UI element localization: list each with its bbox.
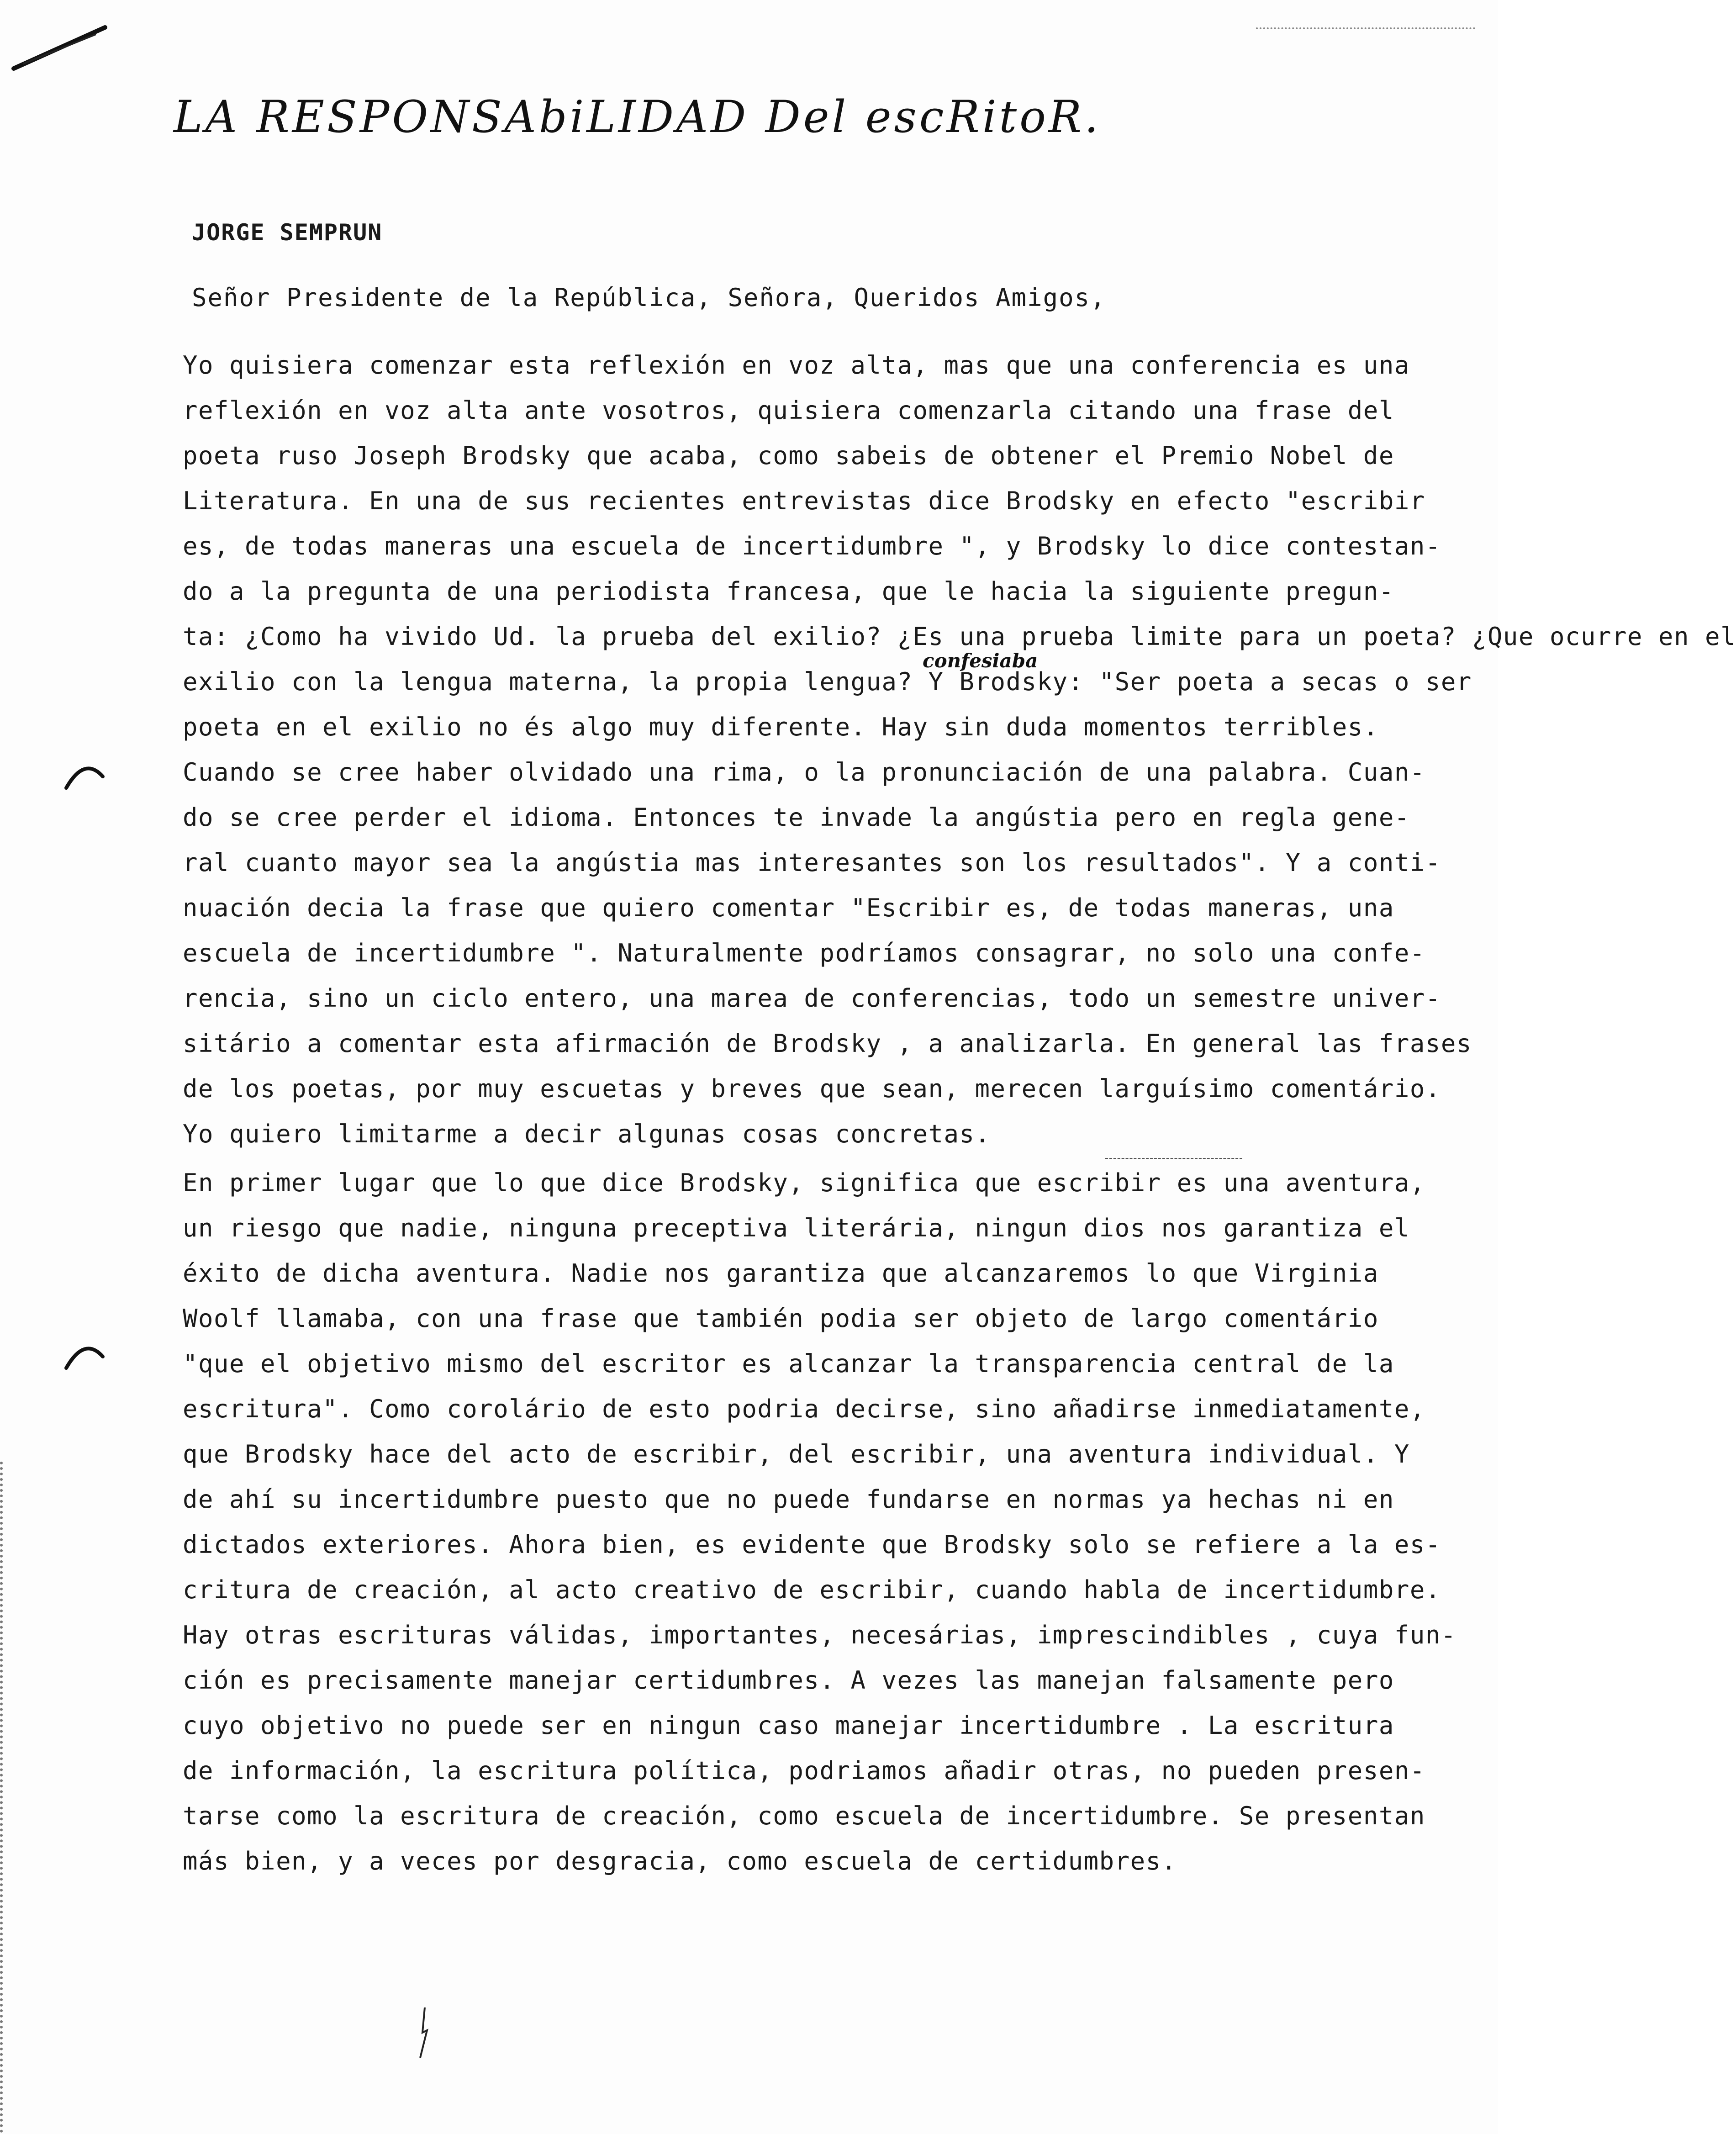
author-name: JORGE SEMPRUN bbox=[192, 219, 383, 246]
paragraph-1 bbox=[183, 343, 1736, 1157]
text-line: escritura". Como corolário de esto podria decirse, sino añadirse inmediatamente, bbox=[183, 1394, 1425, 1423]
text-line: escuela de incertidumbre ". Naturalmente podríamos consagrar, no solo una confe- bbox=[183, 939, 1425, 967]
document-title: LA RESPONSAbiLIDAD Del escRitoR. bbox=[174, 91, 1101, 143]
text-line: poeta en el exilio no és algo muy diferente. Hay sin duda momentos terribles. bbox=[183, 713, 1379, 741]
text-line: de ahí su incertidumbre puesto que no puede fundarse en normas ya hechas ni en bbox=[183, 1485, 1394, 1514]
punch-hole-mark-icon bbox=[64, 758, 105, 790]
punch-hole-mark-icon bbox=[64, 1338, 105, 1370]
text-line: critura de creación, al acto creativo de escribir, cuando habla de incertidumbre. bbox=[183, 1575, 1441, 1604]
text-line: sitário a comentar esta afirmación de Brodsky , a analizarla. En general las frases bbox=[183, 1029, 1472, 1058]
paragraph-2 bbox=[183, 1160, 1456, 1884]
text-line: Hay otras escrituras válidas, importantes, necesárias, imprescindibles , cuya fun- bbox=[183, 1621, 1456, 1649]
text-line: es, de todas maneras una escuela de incertidumbre ", y Brodsky lo dice contestan- bbox=[183, 532, 1441, 560]
text-line: de información, la escritura política, podriamos añadir otras, no pueden presen- bbox=[183, 1756, 1425, 1785]
text-line: exilio con la lengua materna, la propia lengua? Y Brodsky: "Ser poeta a secas o ser bbox=[183, 667, 1472, 696]
text-line: do a la pregunta de una periodista francesa, que le hacia la siguiente pregun- bbox=[183, 577, 1394, 606]
text-line: ral cuanto mayor sea la angústia mas interesantes son los resultados". Y a conti- bbox=[183, 848, 1441, 877]
text-line: dictados exteriores. Ahora bien, es evidente que Brodsky solo se refiere a la es- bbox=[183, 1530, 1441, 1559]
text-line: ción es precisamente manejar certidumbres. A vezes las manejan falsamente pero bbox=[183, 1666, 1394, 1695]
text-line: poeta ruso Joseph Brodsky que acaba, como sabeis de obtener el Premio Nobel de bbox=[183, 441, 1394, 470]
text-line: un riesgo que nadie, ninguna preceptiva literária, ningun dios nos garantiza el bbox=[183, 1214, 1410, 1242]
text-line: Yo quiero limitarme a decir algunas cosas concretas. bbox=[183, 1120, 991, 1148]
handwritten-annotation: confesiaba bbox=[923, 650, 1038, 672]
text-line: de los poetas, por muy escuetas y breves que sean, merecen larguísimo comentário. bbox=[183, 1074, 1441, 1103]
text-line: do se cree perder el idioma. Entonces te invade la angústia pero en regla gene- bbox=[183, 803, 1410, 832]
scribble-mark-icon bbox=[411, 2005, 438, 2060]
scan-noise-top bbox=[1256, 27, 1475, 31]
text-line: tarse como la escritura de creación, como escuela de incertidumbre. Se presentan bbox=[183, 1801, 1425, 1830]
text-line: reflexión en voz alta ante vosotros, quisiera comenzarla citando una frase del bbox=[183, 396, 1394, 425]
pen-mark-icon bbox=[5, 18, 114, 73]
text-line: nuación decia la frase que quiero comentar "Escribir es, de todas maneras, una bbox=[183, 893, 1394, 922]
text-line: Woolf llamaba, con una frase que también podia ser objeto de largo comentário bbox=[183, 1304, 1379, 1333]
text-line: ta: ¿Como ha vivido Ud. la prueba del exilio? ¿Es una prueba limite para un poeta? ¿Que ocurre en el bbox=[183, 622, 1736, 651]
scan-edge-noise bbox=[0, 1462, 11, 2133]
text-line: que Brodsky hace del acto de escribir, del escribir, una aventura individual. Y bbox=[183, 1440, 1410, 1468]
text-line: Yo quisiera comenzar esta reflexión en voz alta, mas que una conferencia es una bbox=[183, 351, 1410, 380]
greeting-line: Señor Presidente de la República, Señora, Queridos Amigos, bbox=[192, 283, 1106, 312]
text-line: Cuando se cree haber olvidado una rima, o la pronunciación de una palabra. Cuan- bbox=[183, 758, 1425, 787]
text-line: cuyo objetivo no puede ser en ningun caso manejar incertidumbre . La escritura bbox=[183, 1711, 1394, 1740]
text-line: "que el objetivo mismo del escritor es alcanzar la transparencia central de la bbox=[183, 1349, 1394, 1378]
text-line: rencia, sino un ciclo entero, una marea de conferencias, todo un semestre univer- bbox=[183, 984, 1441, 1013]
text-line: Literatura. En una de sus recientes entrevistas dice Brodsky en efecto "escribir bbox=[183, 486, 1425, 515]
text-line: más bien, y a veces por desgracia, como escuela de certidumbres. bbox=[183, 1847, 1177, 1875]
text-line: éxito de dicha aventura. Nadie nos garantiza que alcanzaremos lo que Virginia bbox=[183, 1259, 1379, 1288]
text-line: En primer lugar que lo que dice Brodsky, significa que escribir es una aventura, bbox=[183, 1168, 1425, 1197]
